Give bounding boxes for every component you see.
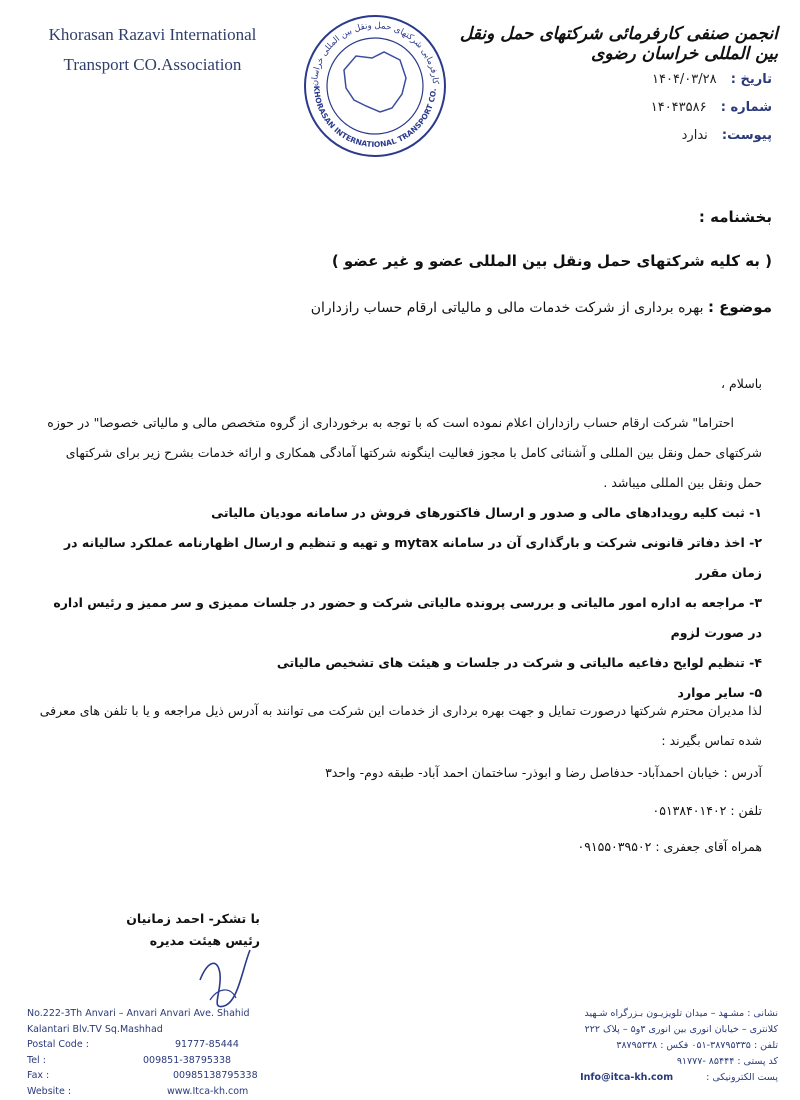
subject-line (311, 298, 772, 316)
closing-paragraph: لذا مدیران محترم شرکتها درصورت تمایل و جهت بهره برداری از خدمات این شرکت می توانند به آدرس ذیل مراجعه و یا با تلفن های معرفی شده تماس بگیرند : (39, 703, 762, 748)
intro-paragraph (38, 408, 762, 498)
footer-fa (533, 1006, 778, 1086)
date-label: تاریخ : (730, 72, 772, 87)
website-label: Website : (27, 1085, 72, 1097)
website-link[interactable]: www.Itca-kh.com (167, 1085, 249, 1097)
postal-code-value: 91777-85444 (175, 1039, 239, 1050)
intro-text: احتراما" شرکت ارقام حساب رازداران اعلام نموده است که با توجه به برخورداری از گروه متخصص مالی و مالیاتی خصوصا" در حوزه شرکتهای حمل ونقل بین المللی و آشنائی کامل با مجوز فعالیت اینگونه شرکتها آمادگی همکاری و ارائه خدمات بشرح زیر برای شرکتهای حمل ونقل بین المللی میباشد . (47, 415, 762, 490)
attachment-value: ندارد (681, 128, 708, 143)
fax-label: Fax : (27, 1070, 50, 1081)
list-item: ۵- سایر موارد (677, 685, 762, 700)
footer-en-row-fax (27, 1068, 267, 1084)
circular-title: بخشنامه : (698, 208, 772, 226)
fax-value: 00985138795338 (173, 1070, 258, 1081)
attachment-label: پیوست: (721, 128, 772, 143)
org-name-en (30, 20, 275, 80)
subject-label: موضوع : (707, 298, 772, 316)
iran-map-shape (344, 52, 406, 112)
email-label: پست الکترونیکی : (706, 1072, 778, 1083)
list-item: ۳- مراجعه به اداره امور مالیاتی و بررسی پرونده مالیاتی شرکت و حضور در جلسات ممیزی و سر ممیز و رئیس اداره در صورت لزوم (53, 595, 762, 640)
tel-value: 009851-38795338 (143, 1054, 232, 1066)
footer-en-address-2: Kalantari Blv.TV Sq.Mashhad (27, 1023, 163, 1035)
logo-ring-text-fa: کارفرمایی شرکتهای حمل ونقل بین المللی خراسان (309, 20, 440, 87)
footer-en-row-website (27, 1084, 267, 1100)
meta-attachment (552, 128, 772, 143)
footer-fa-line3: تلفن : ۳۸۷۹۵۳۳۵-۰۵۱ فکس : ۳۸۷۹۵۳۳۸ (616, 1040, 778, 1051)
postal-code-label: Postal Code : (27, 1039, 89, 1050)
footer-en-address-1: No.222-3Th Anvari – Anvari Anvari Ave. Shahid (27, 1008, 250, 1019)
footer-fa-line1: نشانی : مشـهد – میدان تلویزیـون بـزرگراه شـهید (584, 1008, 778, 1019)
list-item: ۲- اخذ دفاتر قانونی شرکت و بارگذاری آن در سامانه mytax و تهیه و تنظیم و ارسال اظهارنامه عملکرد سالیانه در زمان مقرر (63, 535, 762, 580)
list-item: ۴- تنظیم لوایح دفاعیه مالیاتی و شرکت در جلسات و هیئت های تشخیص مالیاتی (276, 655, 762, 670)
addressee: ( به کلیه شرکتهای حمل ونقل بین المللی عضو و غیر عضو ) (331, 252, 772, 270)
meta-date (552, 72, 772, 87)
footer-fa-line2: کلانتری – خیابان انوری بین انوری ۳و۵ – پلاک ۲۲۲ (584, 1024, 778, 1035)
list-item: ۱- ثبت کلیه رویدادهای مالی و صدور و ارسال فاکتورهای فروش در سامانه مودیان مالیاتی (211, 505, 762, 520)
contact-address: آدرس : خیابان احمدآباد- حدفاصل رضا و ابوذر- ساختمان احمد آباد- طبقه دوم- واحد۳ (325, 765, 762, 780)
contact-mobile: همراه آقای جعفری : ۰۹۱۵۵۰۳۹۵۰۲ (577, 839, 762, 854)
greeting: باسلام ، (721, 376, 762, 391)
number-label: شماره : (720, 100, 772, 115)
number-value: ۱۴۰۴۳۵۸۶ (650, 100, 707, 115)
email-link[interactable]: Info@itca-kh.com (580, 1072, 674, 1083)
footer-en-row-tel (27, 1053, 267, 1069)
meta-number (552, 100, 772, 115)
footer-fa-line4: کد پستی : ۸۵۴۴۴ -۹۱۷۷۷ (676, 1056, 778, 1067)
org-name-fa: انجمن صنفی کارفرمائی شرکتهای حمل ونقل بین المللی خراسان رضوی (459, 24, 778, 64)
footer-en-row-postal (27, 1037, 267, 1053)
tel-label: Tel : (27, 1054, 46, 1066)
org-name-en-line1: Khorasan Razavi International (48, 25, 257, 44)
signature-line1: با تشکر- احمد زمانیان (126, 911, 260, 926)
logo-ring-text-en: KHORASAN INTERNATIONAL TRANSPORT CO. (311, 85, 438, 150)
svg-text:انجمن صنفی کارفرمایی شرکتهای ح (292, 8, 440, 87)
footer-en (27, 1006, 267, 1099)
association-logo (292, 8, 457, 158)
org-name-en-line2: Transport CO.Association (63, 55, 242, 74)
contact-phone: تلفن : ۰۵۱۳۸۴۰۱۴۰۲ (652, 803, 762, 818)
signature-line2: رئیس هیئت مدیره (149, 933, 260, 948)
footer-fa-email-row (533, 1070, 778, 1086)
date-value: ۱۴۰۴/۰۳/۲۸ (652, 72, 717, 87)
subject-text: بهره برداری از شرکت خدمات مالی و مالیاتی ارقام حساب رازداران (310, 300, 704, 316)
service-list (38, 498, 762, 708)
